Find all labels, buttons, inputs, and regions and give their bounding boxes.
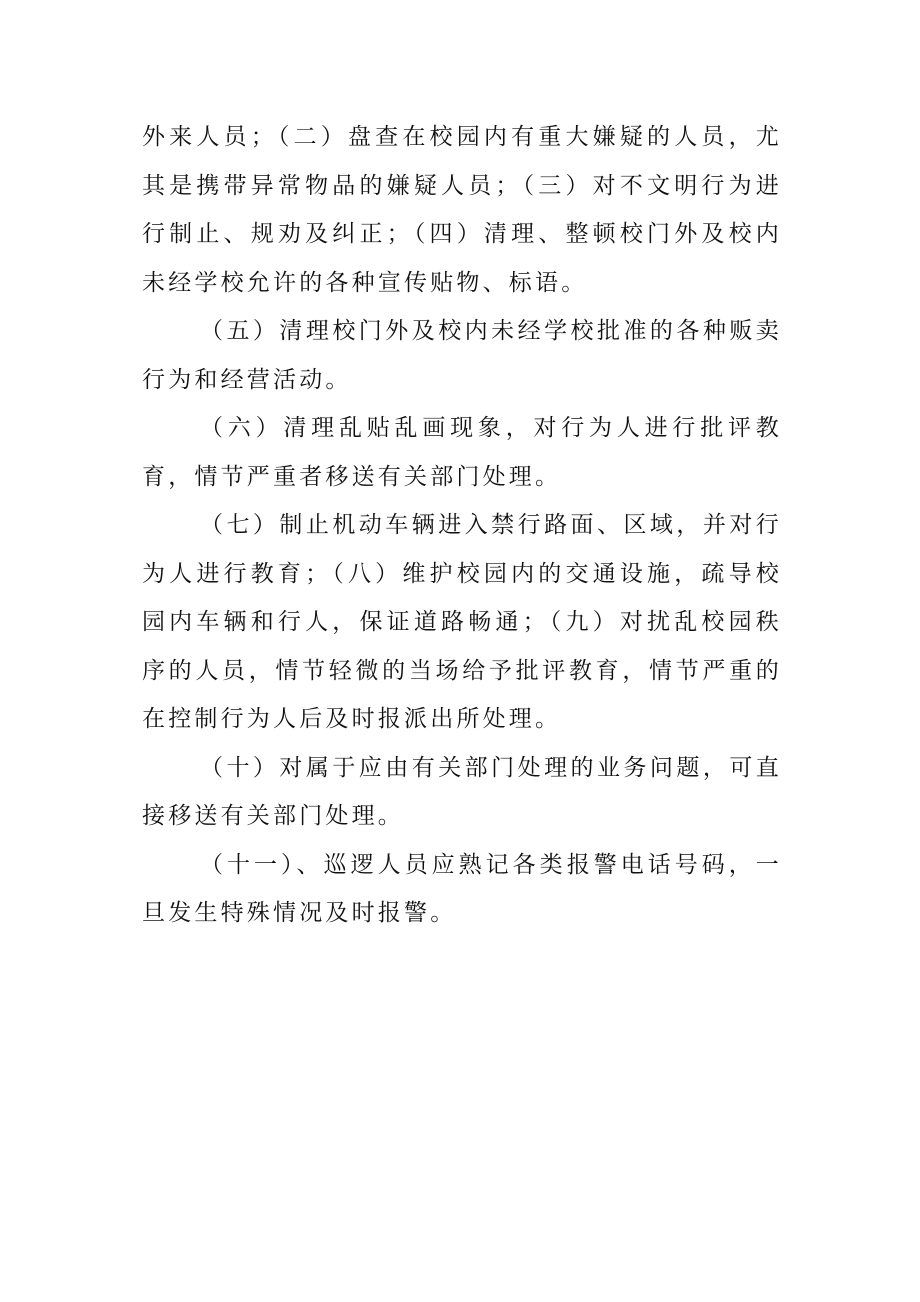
paragraph-continuation: 外来人员；（二）盘查在校园内有重大嫌疑的人员，尤其是携带异常物品的嫌疑人员；（三）对不文明行为进行制止、规劝及纠正；（四）清理、整顿校门外及校内未经学校允许的各种宣传贴物、标语。 xyxy=(142,124,782,296)
paragraph-item-7-9: （七）制止机动车辆进入禁行路面、区域，并对行为人进行教育；（八）维护校园内的交通设施，疏导校园内车辆和行人，保证道路畅通；（九）对扰乱校园秩序的人员，情节轻微的当场给予批评教育，情节严重的在控制行为人后及时报派出所处理。 xyxy=(142,512,782,732)
paragraph-item-5: （五）清理校门外及校内未经学校批准的各种贩卖行为和经营活动。 xyxy=(142,318,782,393)
paragraph-item-10: （十）对属于应由有关部门处理的业务问题，可直接移送有关部门处理。 xyxy=(142,754,782,829)
paragraph-item-6: （六）清理乱贴乱画现象，对行为人进行批评教育，情节严重者移送有关部门处理。 xyxy=(142,415,782,490)
document-body xyxy=(142,113,782,938)
paragraph-item-11: （十一）、巡逻人员应熟记各类报警电话号码，一旦发生特殊情况及时报警。 xyxy=(142,851,782,926)
